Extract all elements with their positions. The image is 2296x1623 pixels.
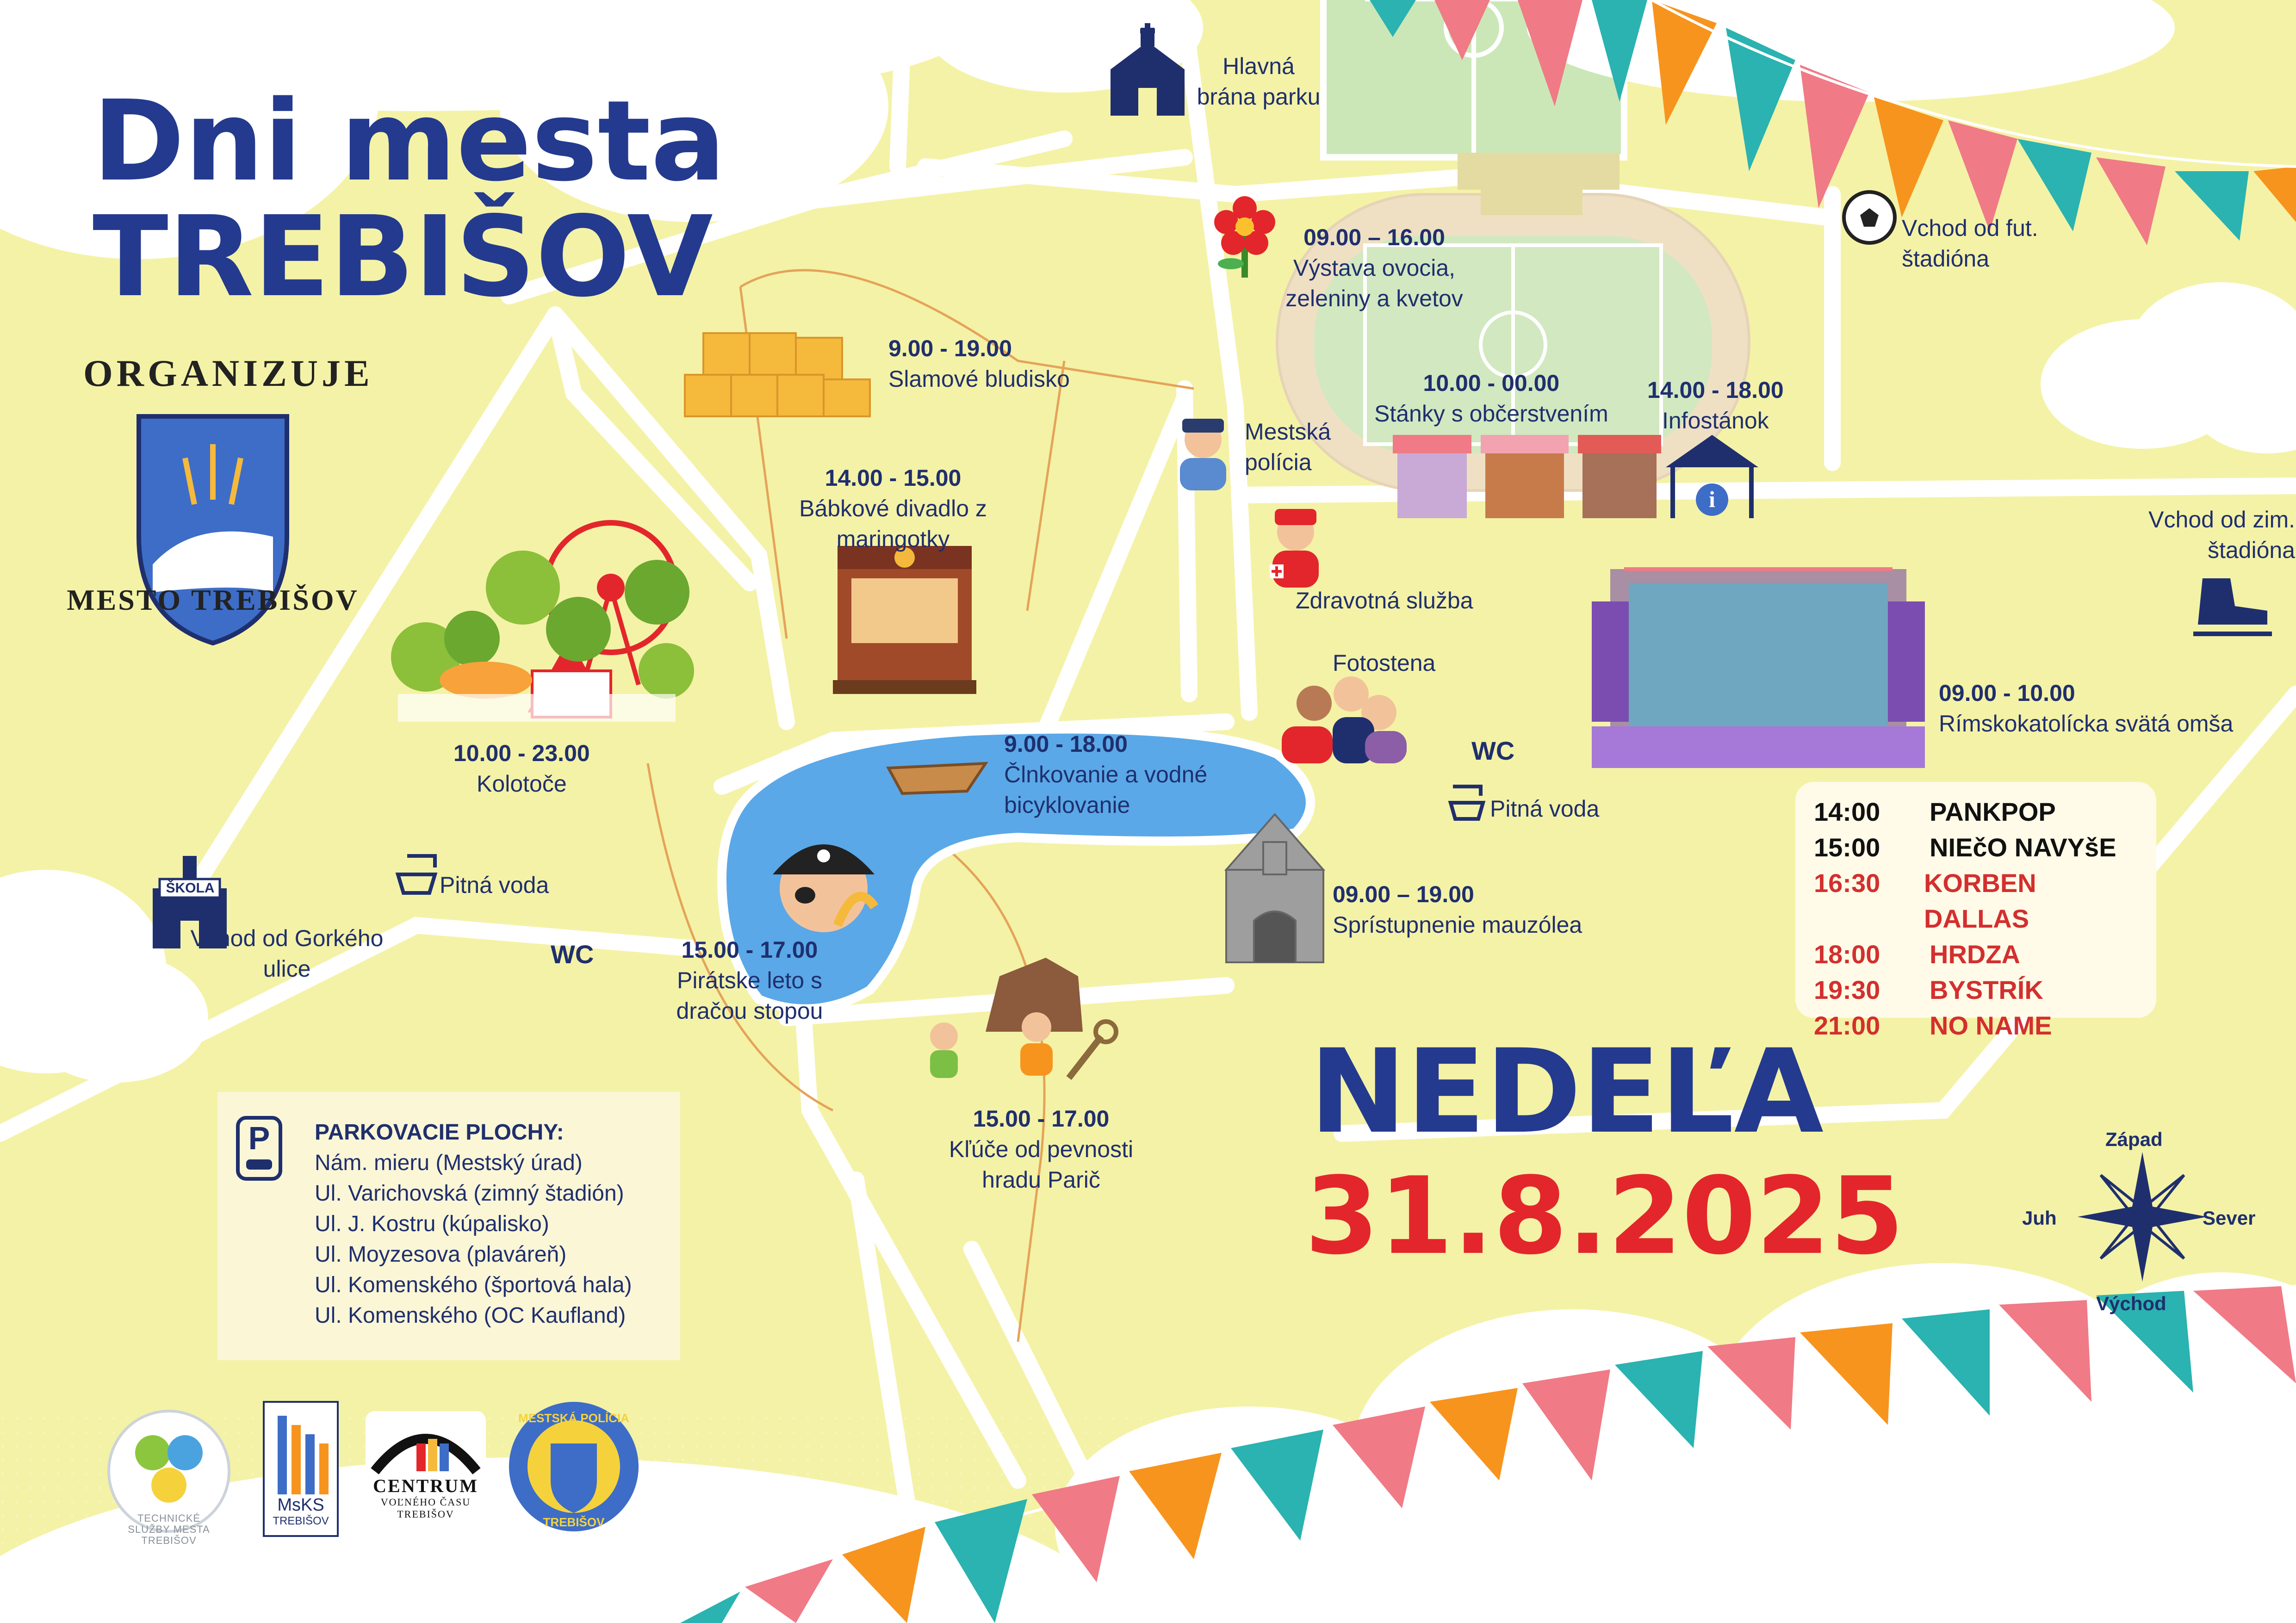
parking-title: PARKOVACIE PLOCHY:	[315, 1120, 564, 1145]
flower-time: 09.00 – 16.00	[1303, 224, 1445, 250]
label-mass	[1939, 678, 2233, 739]
parking-item: Ul. Varichovská (zimný štadión)	[315, 1181, 624, 1206]
mass-time: 09.00 - 10.00	[1939, 680, 2075, 706]
info-text: Infostánok	[1662, 408, 1769, 434]
label-pirate	[639, 935, 861, 1026]
parking-box	[217, 1092, 680, 1360]
title-line-2: TREBIŠOV	[93, 192, 713, 322]
parking-icon-letter: P	[248, 1120, 270, 1156]
date-day: NEDEĽA	[1309, 1024, 1824, 1159]
schedule-band: NO NAME	[1930, 1011, 2052, 1040]
boat-time: 9.00 - 18.00	[1004, 731, 1128, 757]
stage-icon	[1592, 569, 1925, 768]
carousel-text: Kolotoče	[477, 771, 567, 797]
schedule-band: PANKPOP	[1930, 797, 2056, 826]
compass-south: Východ	[2096, 1293, 2166, 1314]
schedule-band: NIEčO NAVYšE	[1930, 833, 2116, 862]
label-castle-keys	[925, 1103, 1157, 1195]
maze-text: Slamové bludisko	[888, 366, 1070, 392]
label-flower-show	[1259, 222, 1490, 314]
parking-item: Ul. Komenského (OC Kaufland)	[315, 1303, 626, 1328]
pirate-time: 15.00 - 17.00	[681, 937, 818, 963]
label-boating	[1004, 729, 1245, 820]
puppet-text: Bábkové divadlo z maringotky	[799, 496, 987, 552]
svg-text:i: i	[1709, 486, 1715, 512]
schedule-list	[1814, 794, 2138, 1043]
date-value: 31.8.2025	[1305, 1155, 1904, 1278]
schedule-row	[1814, 972, 2138, 1008]
pirate-text: Pirátske leto s dračou stopou	[676, 967, 823, 1024]
compass-north: Západ	[2105, 1128, 2163, 1150]
label-food-stands	[1374, 368, 1608, 429]
label-health: Zdravotná služba	[1296, 588, 1473, 613]
logo-msks-text	[264, 1495, 338, 1528]
msks-line2: TREBIŠOV	[273, 1515, 329, 1527]
logo-ts-text: TECHNICKÉ SLUŽBY MESTA TREBIŠOV	[128, 1512, 210, 1546]
flower-text: Výstava ovocia, zeleniny a kvetov	[1285, 255, 1463, 311]
castle-text: Kľúče od pevnosti hradu Parič	[949, 1136, 1134, 1193]
label-wc-right: WC	[1471, 736, 1515, 765]
compass-east: Sever	[2203, 1207, 2256, 1229]
label-main-gate: Hlavná brána parku	[1197, 53, 1321, 110]
msks-line1: MsKS	[277, 1495, 324, 1515]
cvc-line3: TREBIŠOV	[397, 1508, 454, 1520]
label-maze	[888, 333, 1070, 394]
parking-item: Ul. Komenského (športová hala)	[315, 1273, 632, 1297]
food-stands-icon	[1393, 435, 1661, 518]
schedule-row	[1814, 830, 2138, 865]
label-water-left: Pitná voda	[440, 872, 549, 898]
info-time: 14.00 - 18.00	[1647, 377, 1784, 403]
label-photo-wall: Fotostena	[1333, 650, 1436, 676]
crest-arc-bottom: MESTO TREBIŠOV	[67, 583, 359, 616]
schedule-time: 19:30	[1814, 975, 1880, 1004]
cvc-line1: CENTRUM	[373, 1475, 478, 1496]
schedule-band: KORBEN DALLAS	[1924, 868, 2036, 933]
mausoleum-time: 09.00 – 19.00	[1333, 881, 1474, 907]
page-title	[93, 76, 726, 322]
concert-schedule	[1795, 782, 2156, 1040]
puppet-theatre-icon	[833, 546, 976, 694]
cvc-line2: VOĽNÉHO ČASU	[380, 1496, 471, 1508]
schedule-row	[1814, 794, 2138, 830]
carousel-time: 10.00 - 23.00	[453, 740, 590, 766]
logo-cvc-text	[366, 1476, 486, 1520]
label-police: Mestská polícia	[1245, 419, 1331, 475]
schedule-row	[1814, 865, 2138, 936]
schedule-time: 16:30	[1814, 868, 1880, 898]
parking-icon	[236, 1116, 282, 1181]
parking-list	[315, 1148, 632, 1331]
schedule-time: 14:00	[1814, 797, 1880, 826]
schedule-band: HRDZA	[1930, 940, 2020, 969]
schedule-time: 18:00	[1814, 940, 1880, 969]
label-winter-entrance: Vchod od zim. štadióna	[2148, 507, 2295, 563]
title-line-1: Dni mesta	[93, 76, 726, 206]
parking-item: Nám. mieru (Mestský úrad)	[315, 1151, 583, 1175]
schedule-time: 15:00	[1814, 833, 1880, 862]
castle-time: 15.00 - 17.00	[973, 1106, 1110, 1132]
parking-item: Ul. Moyzesova (plaváreň)	[315, 1242, 567, 1267]
hay-maze-icon	[685, 333, 870, 416]
label-football-entrance: Vchod od fut. štadióna	[1902, 215, 2038, 272]
puppet-time: 14.00 - 15.00	[825, 465, 962, 491]
label-carousels	[453, 738, 590, 799]
schedule-time: 21:00	[1814, 1011, 1880, 1040]
label-puppet-theatre	[787, 463, 999, 554]
stands-text: Stánky s občerstvením	[1374, 401, 1608, 427]
schedule-row	[1814, 936, 2138, 972]
maze-time: 9.00 - 19.00	[888, 335, 1012, 361]
compass-west: Juh	[2022, 1207, 2057, 1229]
logo-mp-bottom: TREBIŠOV	[543, 1515, 605, 1529]
label-mausoleum	[1333, 879, 1582, 940]
school-sign: ŠKOLA	[166, 880, 215, 896]
parking-item: Ul. J. Kostru (kúpalisko)	[315, 1212, 549, 1236]
mausoleum-text: Sprístupnenie mauzólea	[1333, 912, 1582, 938]
mass-text: Rímskokatolícka svätá omša	[1939, 711, 2234, 737]
logo-mp-text: MESTSKÁ POLÍCIA	[518, 1411, 629, 1425]
boat-text: Člnkovanie a vodné bicyklovanie	[1004, 762, 1208, 818]
label-water-right: Pitná voda	[1490, 796, 1600, 822]
schedule-band: BYSTRÍK	[1930, 975, 2043, 1004]
stands-time: 10.00 - 00.00	[1423, 370, 1560, 396]
label-wc-left: WC	[551, 940, 594, 969]
crest-arc-top: ORGANIZUJE	[83, 352, 373, 394]
label-school-entrance: Vchod od Gorkého ulice	[190, 925, 384, 982]
car-icon	[246, 1159, 272, 1170]
schedule-row	[1814, 1008, 2138, 1043]
label-info-stand	[1647, 375, 1784, 436]
